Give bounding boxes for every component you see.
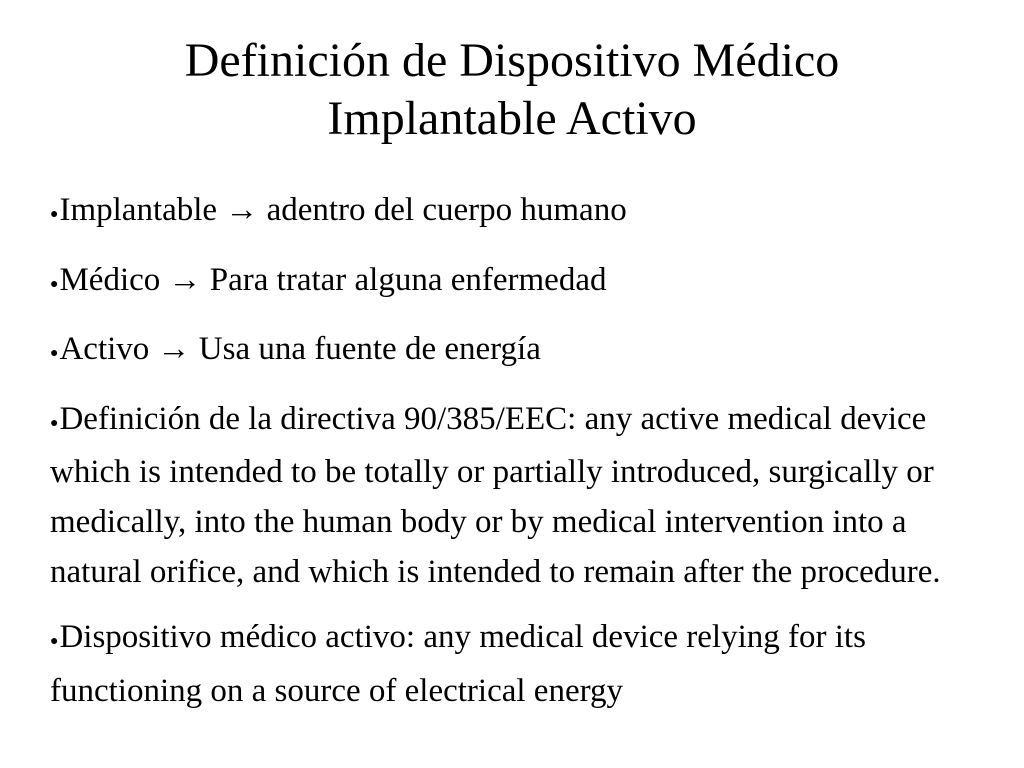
slide-title-line-2: Implantable Activo — [327, 92, 697, 145]
bullet-icon: ● — [50, 415, 59, 431]
bullet-text: Médico → Para tratar alguna enfermedad — [59, 261, 607, 298]
bullet-text: Activo → Usa una fuente de energía — [59, 331, 541, 368]
bullet-item-dispositivo-activo — [50, 613, 980, 716]
slide-title — [0, 32, 1024, 148]
bullet-text: Dispositivo médico activo: any medical device relying for its functioning on a source of electrical energy — [50, 619, 866, 709]
bullet-icon: ● — [50, 346, 59, 362]
bullet-icon: ● — [50, 207, 59, 222]
bullet-text: Implantable → adentro del cuerpo humano — [59, 192, 627, 228]
slide-title-line-1: Definición de Dispositivo Médico — [184, 34, 840, 87]
bullet-icon: ● — [50, 276, 59, 292]
bullet-icon: ● — [50, 634, 59, 650]
bullet-item-activo — [50, 325, 980, 379]
bullet-item-directiva — [50, 395, 980, 597]
bullet-item-implantable — [50, 186, 980, 240]
bullet-text: Definición de la directiva 90/385/EEC: any active medical device which is intended to be totally or partially introduced, surgically or medically, into the human body or by medical intervention into a natural orifice, and which is intended to remain after the procedure. — [50, 400, 941, 590]
bullet-list — [50, 186, 980, 732]
bullet-item-medico — [50, 256, 980, 310]
